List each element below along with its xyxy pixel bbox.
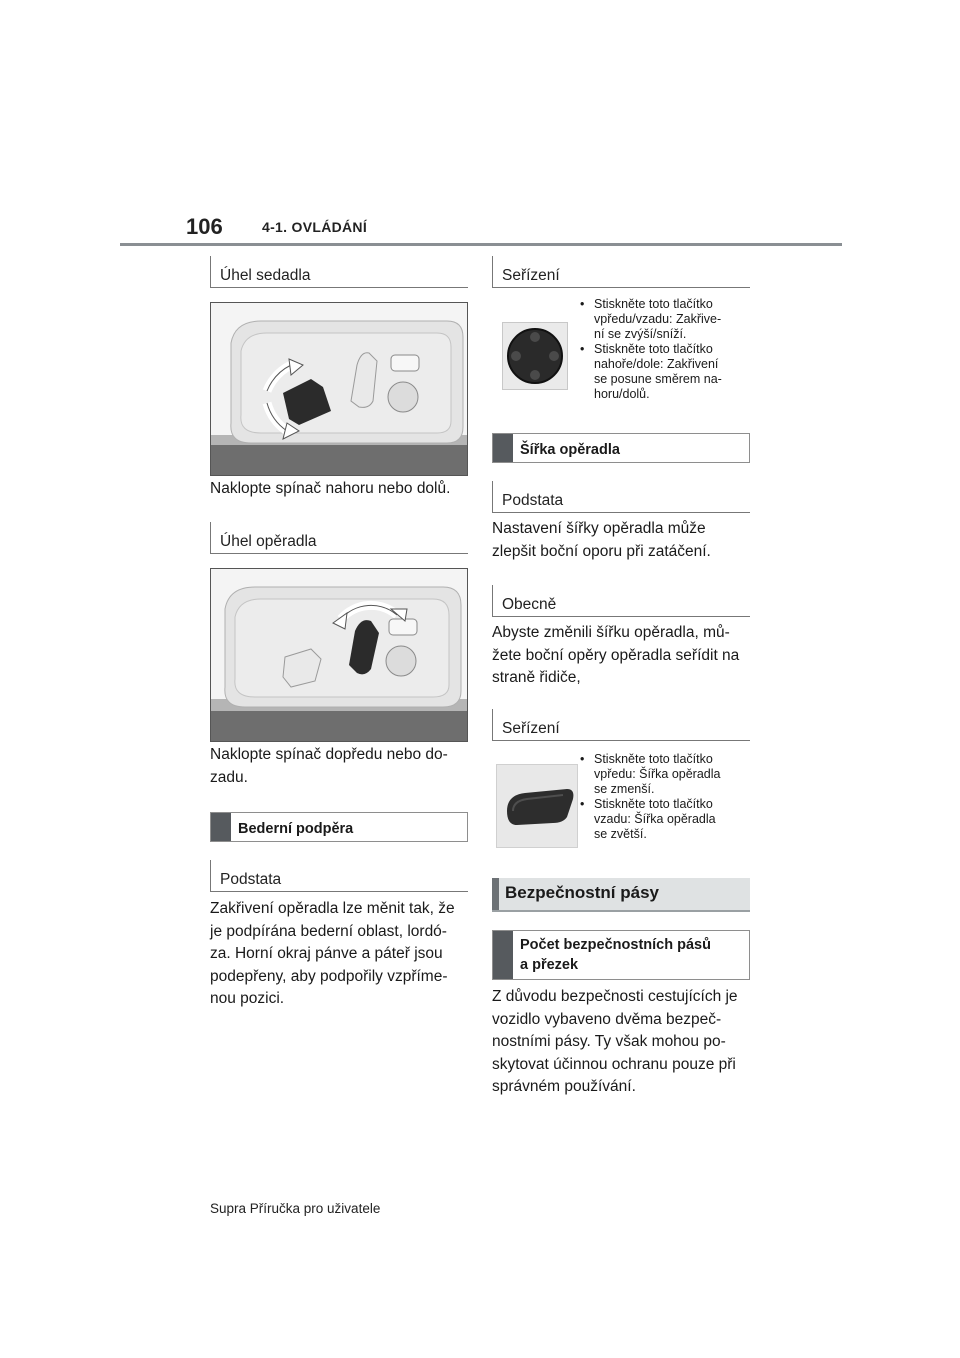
list-item: • Stiskněte toto tlačítko vzadu: Šířka opěradla se zvětší. <box>578 797 753 842</box>
lumbar-principle-heading: Podstata <box>210 860 468 892</box>
backrest-width-heading: Šířka opěradla <box>492 433 750 463</box>
seatbelts-count-heading: Počet bezpečnostních pásů a přezek <box>492 930 750 980</box>
width-adjust-heading: Seřízení <box>492 709 750 741</box>
lumbar-adjust-bullets <box>578 297 753 402</box>
backrest-width-principle-heading: Podstata <box>492 481 750 513</box>
header-rule <box>120 243 842 246</box>
width-button-figure <box>496 764 578 848</box>
width-button-icon <box>497 765 577 847</box>
width-adjust-bullets <box>578 752 753 842</box>
backrest-angle-caption: Naklopte spínač dopředu nebo do- zadu. <box>210 746 448 786</box>
backrest-angle-heading: Úhel opěradla <box>210 522 468 554</box>
backrest-angle-figure <box>210 568 468 742</box>
lumbar-support-heading: Bederní podpěra <box>210 812 468 842</box>
backrest-width-description: Nastavení šířky opěradla může zlepšit boční oporu při zatáčení. <box>492 520 711 560</box>
lumbar-button-figure <box>502 322 568 390</box>
page-number: 106 <box>186 214 223 239</box>
list-item: • Stiskněte toto tlačítko vpředu/vzadu: Zakřive- ní se zvýší/sníží. <box>578 297 753 342</box>
general-heading: Obecně <box>492 585 750 617</box>
four-way-button-icon <box>503 323 567 389</box>
footer-title: Supra Příručka pro uživatele <box>210 1201 381 1216</box>
general-description: Abyste změnili šířku opěradla, mů- žete boční opěry opěradla seřídit na straně řidiče, <box>492 624 740 686</box>
seatbelts-description: Z důvodu bezpečnosti cestujících je vozidlo vybaveno dvěma bezpeč- nostními pásy. Ty však mohou po- skytovat účinnou ochranu pouze při správném používání. <box>492 988 738 1095</box>
lumbar-adjust-heading: Seřízení <box>492 256 750 288</box>
list-item: • Stiskněte toto tlačítko vpředu: Šířka opěradla se zmenší. <box>578 752 753 797</box>
list-item: • Stiskněte toto tlačítko nahoře/dole: Zakřivení se posune směrem na- horu/dolů. <box>578 342 753 402</box>
lumbar-description: Zakřivení opěradla lze měnit tak, že je podpírána bederní oblast, lordó- za. Horní okraj pánve a páteř jsou podepřeny, aby podpořily vzpříme- nou pozici. <box>210 900 455 1007</box>
seat-angle-caption: Naklopte spínač nahoru nebo dolů. <box>210 480 451 497</box>
seat-angle-figure <box>210 302 468 476</box>
seat-angle-heading: Úhel sedadla <box>210 256 468 288</box>
seat-switch-illustration <box>211 303 467 475</box>
chapter-title: 4-1. OVLÁDÁNÍ <box>262 219 368 235</box>
seatbelts-section-heading: Bezpečnostní pásy <box>492 878 750 912</box>
backrest-switch-illustration <box>211 569 467 741</box>
